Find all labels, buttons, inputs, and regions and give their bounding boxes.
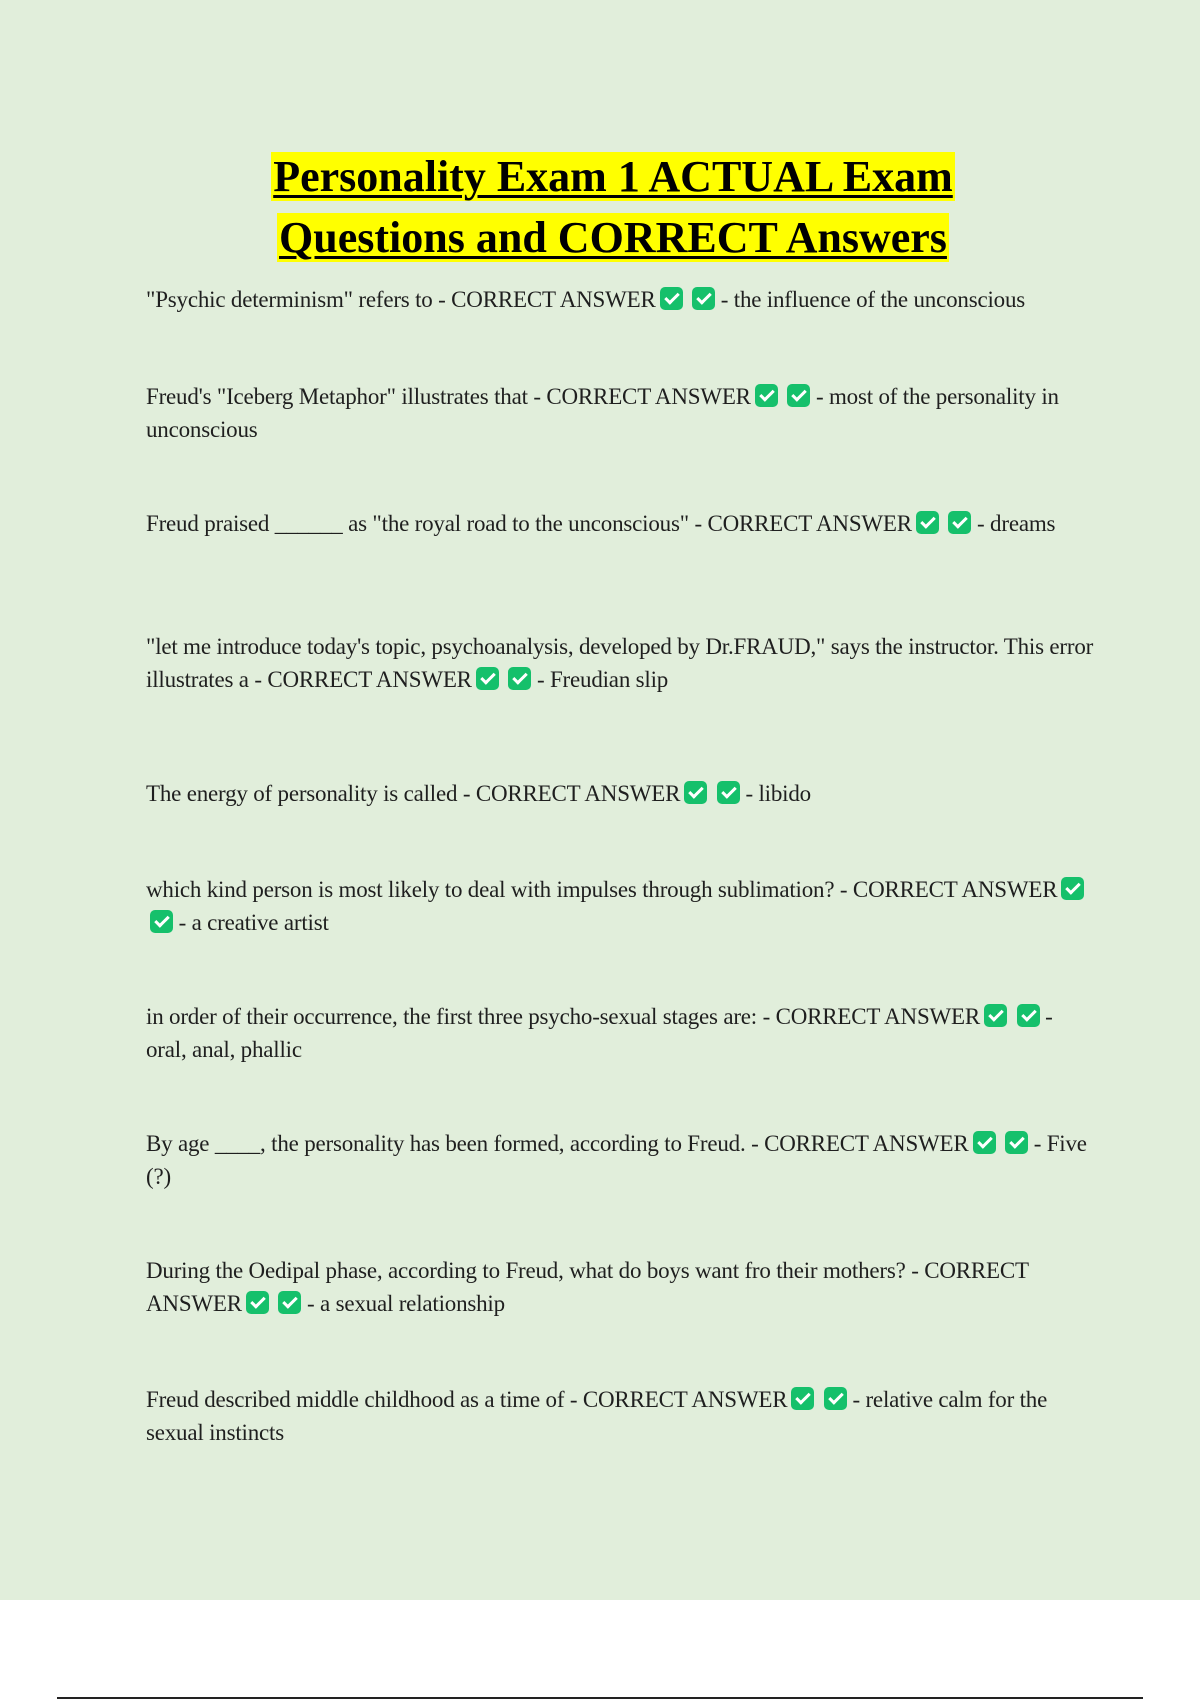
qa-item [146,508,1096,541]
checkmark-icon [984,1004,1007,1027]
qa-item [146,1255,1096,1320]
correct-answer-label: - CORRECT ANSWER [462,781,681,806]
checkmark-icon [476,667,499,690]
checkmark-icon [1005,1131,1028,1154]
answer-text: - oral, anal, phallic [146,1004,1053,1062]
title-line-2: Questions and CORRECT Answers [279,213,947,262]
question-text: During the Oedipal phase, according to Freud, what do boys want fro their mothers? [146,1258,906,1283]
answer-text: - relative calm for the sexual instincts [146,1387,1048,1445]
checkmark-icon [660,287,683,310]
qa-item [146,874,1096,939]
question-text: Freud praised ______ as "the royal road to the unconscious" [146,511,689,536]
answer-text: - libido [745,781,811,806]
question-text: in order of their occurrence, the first three psycho-sexual stages are: [146,1004,758,1029]
answer-text: - a creative artist [178,909,329,935]
document-title [0,146,1200,268]
checkmark-icon [508,667,531,690]
correct-answer-label: - CORRECT ANSWER [751,1131,969,1156]
correct-answer-label: - CORRECT ANSWER [533,384,751,409]
qa-item [146,284,1096,317]
question-text: "let me introduce today's topic, psychoanalysis, developed by Dr.FRAUD," says the instructor. This error illustrates a [146,634,1094,692]
checkmark-icon [916,511,939,534]
correct-answer-label: - CORRECT ANSWER [839,877,1058,902]
question-text: which kind person is most likely to deal with impulses through sublimation? [146,877,835,902]
answer-text: - the influence of the unconscious [720,287,1025,312]
checkmark-icon [791,1387,814,1410]
question-text: Freud described middle childhood as a time of [146,1387,565,1412]
title-line-1: Personality Exam 1 ACTUAL Exam [273,152,953,201]
answer-text: - Five (?) [146,1131,1087,1189]
question-text: Freud's "Iceberg Metaphor" illustrates that [146,384,528,409]
qa-item [146,1128,1096,1193]
answer-text: - a sexual relationship [307,1290,505,1316]
footer-divider [57,1697,1143,1699]
correct-answer-label: - CORRECT ANSWER [694,511,912,536]
checkmark-icon [755,384,778,407]
checkmark-icon [150,910,173,933]
checkmark-icon [948,511,971,534]
answer-text: - Freudian slip [536,666,669,692]
qa-item [146,1001,1096,1066]
checkmark-icon [973,1131,996,1154]
checkmark-icon [717,781,740,804]
question-text: "Psychic determinism" refers to [146,287,433,312]
question-text: By age ____, the personality has been formed, according to Freud. [146,1131,746,1156]
checkmark-icon [824,1387,847,1410]
correct-answer-label: - CORRECT ANSWER [762,1004,981,1029]
qa-item [146,631,1096,696]
checkmark-icon [1017,1004,1040,1027]
checkmark-icon [787,384,810,407]
checkmark-icon [278,1291,301,1314]
question-text: The energy of personality is called [146,781,458,806]
checkmark-icon [1061,877,1084,900]
answer-text: - most of the personality in unconscious [146,384,1059,442]
checkmark-icon [692,287,715,310]
checkmark-icon [684,781,707,804]
correct-answer-label: - CORRECT ANSWER [438,287,656,312]
correct-answer-label: - CORRECT ANSWER [254,666,472,692]
checkmark-icon [246,1291,269,1314]
correct-answer-label: - CORRECT ANSWER [569,1387,788,1412]
qa-item [146,1384,1096,1449]
qa-item [146,778,1096,811]
correct-answer-label: - CORRECT ANSWER [146,1258,1029,1316]
qa-item [146,381,1096,446]
answer-text: - dreams [977,511,1056,536]
